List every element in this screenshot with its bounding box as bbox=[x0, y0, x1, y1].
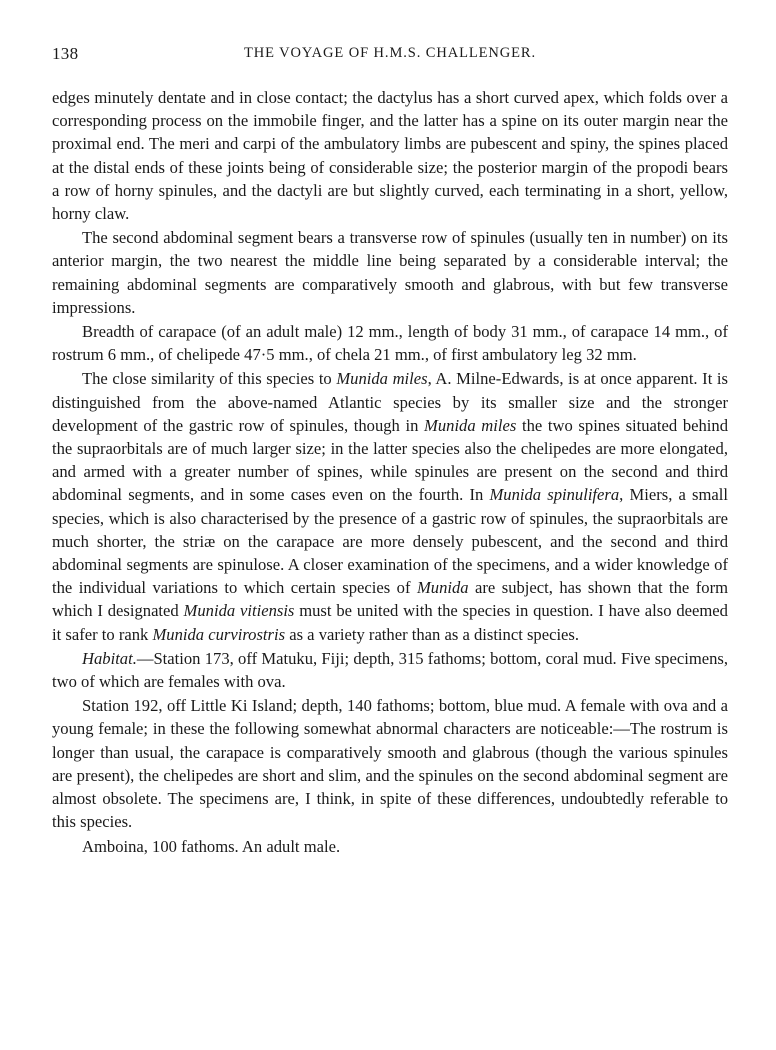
italic-run: Munida bbox=[416, 578, 469, 598]
document-page bbox=[52, 44, 728, 859]
italic-run: Munida spinulifera bbox=[489, 485, 620, 505]
text-run: —Station 173, off Matuku, Fiji; depth, 315 fathoms; bottom, coral mud. Five specimens, two of which are females with ova. bbox=[52, 648, 728, 692]
paragraph bbox=[52, 835, 728, 858]
text-run: , A. Milne-Edwards, is at once apparent. It is distinguished from the above-named Atlantic species by its smaller size and the stronger development of the gastric row of spinules, though in bbox=[52, 369, 728, 435]
running-title: THE VOYAGE OF H.M.S. CHALLENGER. bbox=[244, 45, 536, 61]
text-run: Breadth of carapace (of an adult male) 12 mm., length of body 31 mm., of carapace 14 mm., of rostrum 6 mm., of chelipede 47·5 mm., of chela 21 mm., of first ambulatory leg 32 mm. bbox=[52, 322, 728, 365]
italic-run: Munida miles bbox=[336, 369, 428, 389]
paragraph bbox=[52, 647, 728, 693]
text-run: The second abdominal segment bears a transverse row of spinules (usually ten in number) on its anterior margin, the two nearest the middle line being separated by a considerable interval; the remaining abdominal segments are comparatively smooth and glabrous, with but few transverse impressions. bbox=[52, 228, 728, 317]
paragraph bbox=[52, 226, 728, 319]
italic-run: Munida curvirostris bbox=[152, 624, 286, 644]
text-run: edges minutely dentate and in close contact; the dactylus has a short curved apex, which folds over a corresponding process on the immobile finger, and the latter has a spine on its outer margin near the proximal end. The meri and carpi of the ambulatory limbs are pubescent and spiny, the spines placed at the distal ends of these joints being of considerable size; the posterior margin of the propodi bears a row of horny spinules, and the dactyli are but slightly curved, each terminating in a short, yellow, horny claw. bbox=[52, 88, 728, 224]
text-run: must be united with the species in question. I have also deemed it safer to rank bbox=[52, 601, 728, 644]
page-header bbox=[52, 44, 728, 66]
text-run: The close similarity of this species to bbox=[82, 369, 337, 389]
italic-run: Munida vitiensis bbox=[183, 601, 295, 621]
text-run: Station 192, off Little Ki Island; depth, 140 fathoms; bottom, blue mud. A female with ova and a young female; in these the following somewhat abnormal characters are noticeable:—The rostrum is longer than usual, the carapace is comparatively smooth and glabrous (though the various spinules are present), the chelipedes are short and slim, and the spinules on the second abdominal segment are almost obsolete. The specimens are, I think, in spite of these differences, undoubtedly referable to this species. bbox=[52, 696, 728, 832]
page-number: 138 bbox=[52, 44, 79, 63]
italic-run: Habitat. bbox=[82, 648, 137, 668]
text-run: the two spines situated behind the supraorbitals are of much larger size; in the latter species also the chelipedes are more elongated, and armed with a greater number of spines, while spinules are present on the second and third abdominal segments, and in some cases even on the fourth. In bbox=[52, 415, 728, 505]
text-run: , Miers, a small species, which is also characterised by the presence of a gastric row of spinules, the supraorbitals are much shorter, the striæ on the carapace are more densely pubescent, and the second and third abdominal segments are spinulose. A closer examination of the specimens, and a wider knowledge of the individual variations to which certain species of bbox=[52, 485, 728, 598]
paragraph bbox=[52, 86, 728, 225]
text-run: as a variety rather than as a distinct species. bbox=[285, 624, 580, 644]
text-run: are subject, has shown that the form which I designated bbox=[52, 578, 729, 621]
paragraph bbox=[52, 367, 728, 645]
body-text bbox=[52, 86, 728, 858]
paragraph bbox=[52, 694, 728, 833]
italic-run: Munida miles bbox=[424, 415, 517, 435]
text-run: Amboina, 100 fathoms. An adult male. bbox=[82, 836, 341, 856]
paragraph bbox=[52, 320, 728, 366]
